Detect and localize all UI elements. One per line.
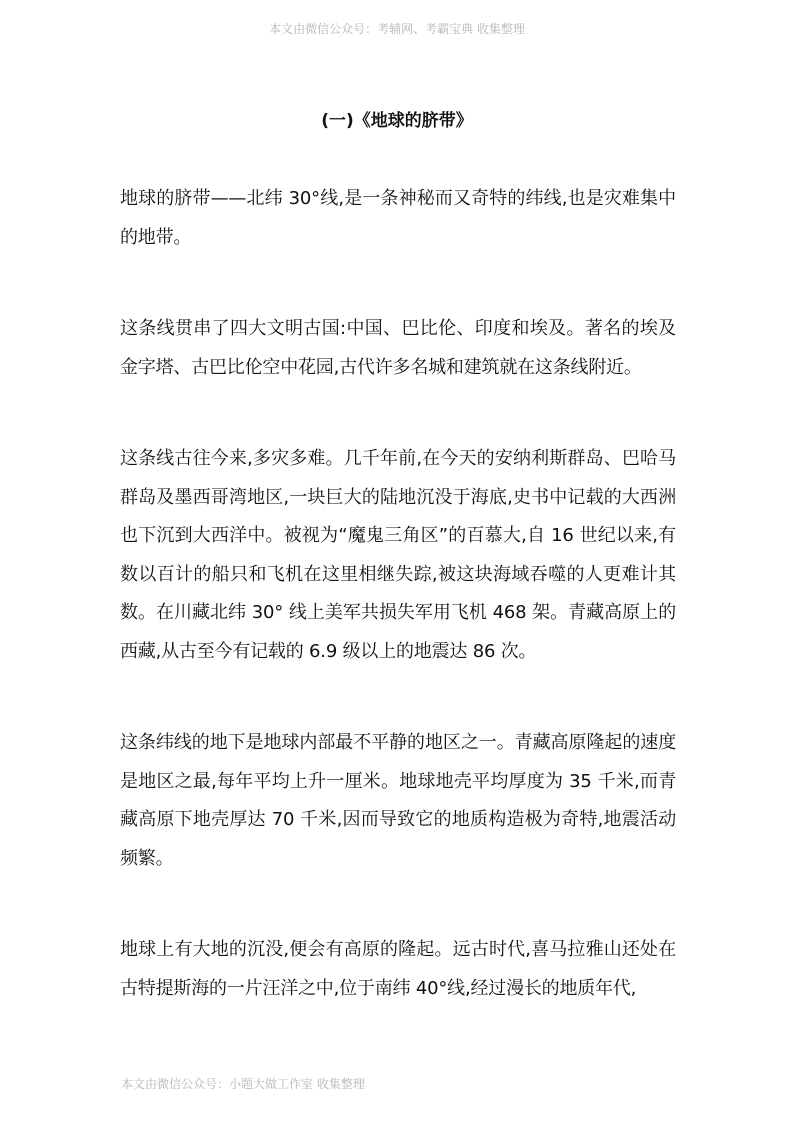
footer-watermark-note: 本文由微信公众号：小题大做工作室 收集整理 xyxy=(121,1077,365,1091)
paragraph-3: 这条线古往今来,多灾多难。几千年前,在今天的安纳利斯群岛、巴哈马群岛及墨西哥湾地区,一块巨大的陆地沉没于海底,史书中记载的大西洲也下沉到大西洋中。被视为“魔鬼三角区”的百慕大,自 16 世纪以来,有数以百计的船只和飞机在这里相继失踪,被这块海域吞噬的人更难计其数。在川藏北纬 30° 线上美军共损失军用飞机 468 架。青藏高原上的西藏,从古至今有记载的 6.9 级以上的地震达 86 次。 xyxy=(120,448,676,662)
paragraph-4: 这条纬线的地下是地球内部最不平静的地区之一。青藏高原隆起的速度是地区之最,每年平均上升一厘米。地球地壳平均厚度为 35 千米,而青藏高原下地壳厚达 70 千米,因而导致它的地质构造极为奇特,地震活动频繁。 xyxy=(120,732,676,869)
paragraph-1: 地球的脐带——北纬 30°线,是一条神秘而又奇特的纬线,也是灾难集中的地带。 xyxy=(120,188,676,248)
paragraph-2: 这条线贯串了四大文明古国:中国、巴比伦、印度和埃及。著名的埃及金字塔、古巴比伦空中花园,古代许多名城和建筑就在这条线附近。 xyxy=(120,318,676,378)
document-body xyxy=(120,180,676,1008)
document-title: (一)《地球的脐带》 xyxy=(321,111,473,131)
header-watermark-note: 本文由微信公众号：考辅网、考霸宝典 收集整理 xyxy=(269,22,525,36)
paragraph-5: 地球上有大地的沉没,便会有高原的隆起。远古时代,喜马拉雅山还处在古特提斯海的一片汪洋之中,位于南纬 40°线,经过漫长的地质年代, xyxy=(120,939,676,999)
